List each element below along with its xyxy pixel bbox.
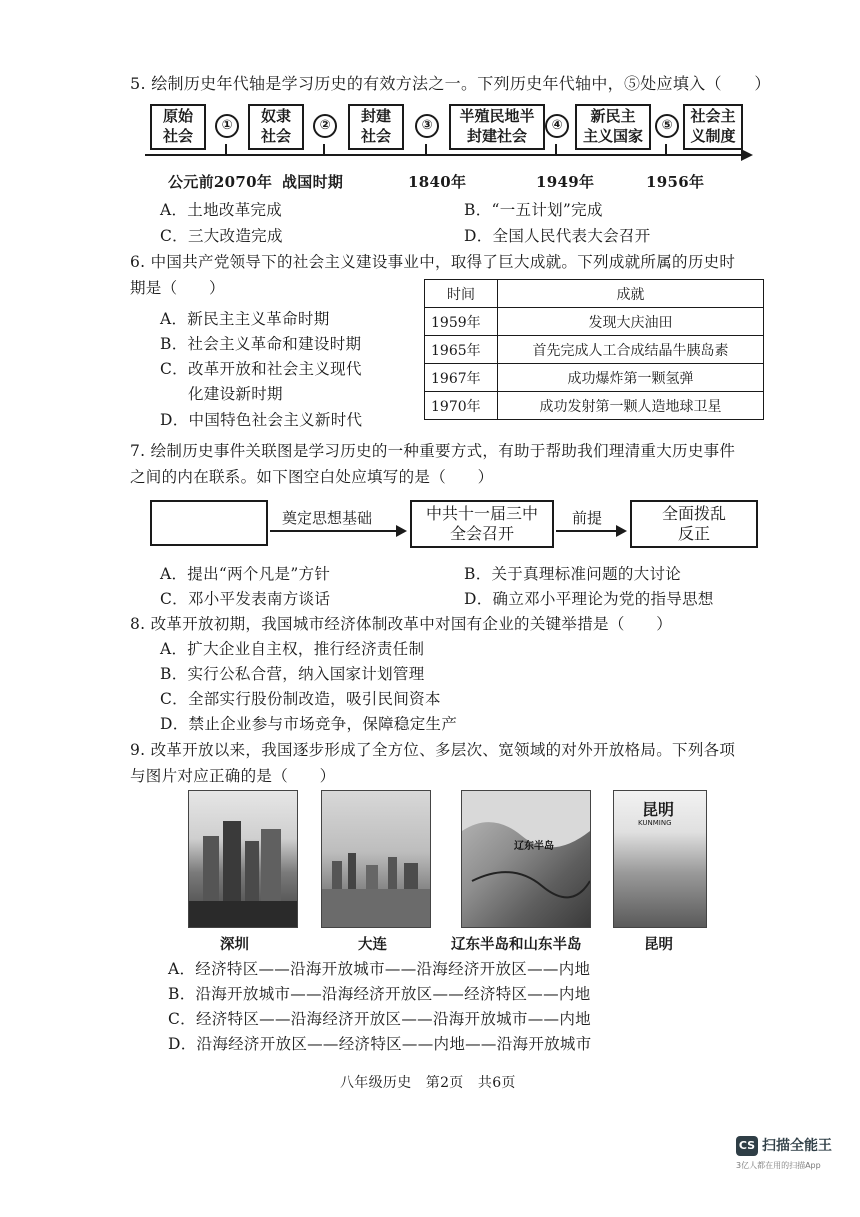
table-row (425, 336, 764, 364)
q7-stem: 之间的内在联系。如下图空白处应填写的是（ ） (130, 468, 494, 486)
stage-line: 封建 (360, 107, 391, 125)
table-header-row (425, 280, 764, 308)
stage-line: 主义国家 (582, 127, 643, 145)
flow-box-line: 中共十一届三中 (425, 504, 538, 523)
table-cell: 1970年 (425, 392, 498, 420)
stage-line: 社会 (162, 127, 193, 145)
kunming-subtitle: KUNMING (638, 819, 672, 827)
date-label: 战国时期 (282, 173, 344, 191)
flow-box-line: 全面拨乱 (661, 504, 726, 523)
tick-5 (665, 144, 667, 156)
table-row (425, 364, 764, 392)
q5-stem: 5. 绘制历史年代轴是学习历史的有效方法之一。下列历史年代轴中，⑤处应填入（ ） (130, 74, 771, 93)
table-cell: 发现大庆油田 (498, 308, 764, 336)
scanner-watermark (736, 1136, 846, 1176)
table-cell: 1959年 (425, 308, 498, 336)
q5-option-b: B．“一五计划”完成 (464, 201, 603, 219)
flow-correction-box (630, 500, 758, 548)
caption-peninsulas: 辽东半岛和山东半岛 (451, 936, 582, 953)
stage-feudal-society (348, 104, 404, 150)
table-cell: 首先完成人工合成结晶牛胰岛素 (498, 336, 764, 364)
arrow-right-icon (396, 525, 407, 537)
stage-line: 社会 (260, 127, 291, 145)
stage-primitive-society (150, 104, 206, 150)
q5-timeline (145, 104, 755, 164)
q9-option-b: B．沿海开放城市——沿海经济开放区——经济特区——内地 (168, 985, 591, 1003)
page-footer: 八年级历史 第2页 共6页 (340, 1075, 516, 1091)
stage-line: 原始 (162, 107, 193, 125)
date-label: 公元前2070年 (168, 173, 273, 191)
flow-box-line: 全会召开 (449, 524, 514, 543)
peninsula-map-label: 辽东半岛 (514, 841, 554, 852)
stage-socialism (683, 104, 743, 150)
q5-option-c: C．三大改造完成 (160, 227, 283, 245)
tick-3 (425, 144, 427, 156)
table-row (425, 392, 764, 420)
q6-option-d: D．中国特色社会主义新时代 (160, 411, 363, 429)
stage-new-democracy (575, 104, 651, 150)
flow-plenum-box (410, 500, 554, 548)
timeline-axis (145, 154, 745, 156)
q6-stem: 6. 中国共产党领导下的社会主义建设事业中，取得了巨大成就。下列成就所属的历史时 (130, 253, 736, 271)
stage-line: 社会主 (690, 107, 736, 125)
q6-option-b: B．社会主义革命和建设时期 (160, 335, 362, 353)
peninsulas-map (461, 790, 591, 928)
q7-option-d: D．确立邓小平理论为党的指导思想 (464, 590, 714, 608)
caption-dalian: 大连 (358, 936, 387, 953)
kunming-photo (613, 790, 707, 928)
q6-option-c: C．改革开放和社会主义现代 (160, 360, 362, 378)
q6-option-a: A．新民主主义革命时期 (160, 310, 330, 328)
kunming-title: 昆明 (642, 800, 675, 819)
caption-shenzhen: 深圳 (220, 936, 249, 953)
cs-logo-icon: CS (736, 1136, 758, 1156)
q9-option-c: C．经济特区——沿海经济开放区——沿海开放城市——内地 (168, 1010, 591, 1028)
q5-option-a: A．土地改革完成 (160, 201, 283, 219)
table-cell: 1967年 (425, 364, 498, 392)
stage-line: 义制度 (690, 127, 736, 145)
scanner-tagline: 3亿人都在用的扫描App (736, 1161, 821, 1170)
date-label: 1840年 (408, 173, 467, 191)
date-label: 1949年 (536, 173, 595, 191)
table-cell: 成功发射第一颗人造地球卫星 (498, 392, 764, 420)
table-header: 时间 (425, 280, 498, 308)
q6-achievements-table (424, 279, 764, 420)
table-row (425, 308, 764, 336)
stage-line: 半殖民地半 (459, 107, 535, 125)
q6-option-c-cont: 化建设新时期 (188, 385, 283, 403)
flow-arrow-2 (556, 530, 618, 532)
flow-label-1: 奠定思想基础 (282, 509, 373, 527)
q8-option-c: C．全部实行股份制改造，吸引民间资本 (160, 690, 441, 708)
marker-2: ② (313, 114, 337, 138)
tick-1 (225, 144, 227, 156)
table-cell: 1965年 (425, 336, 498, 364)
q7-stem: 7. 绘制历史事件关联图是学习历史的一种重要方式，有助于帮助我们理清重大历史事件 (130, 442, 736, 460)
stage-line: 封建社会 (466, 127, 527, 145)
scanner-app-name: 扫描全能王 (762, 1138, 832, 1154)
tick-4 (555, 144, 557, 156)
q8-option-b: B．实行公私合营，纳入国家计划管理 (160, 665, 425, 683)
date-label: 1956年 (646, 173, 705, 191)
flow-blank-box (150, 500, 268, 546)
marker-1: ① (215, 114, 239, 138)
q9-stem: 9. 改革开放以来，我国逐步形成了全方位、多层次、宽领域的对外开放格局。下列各项 (130, 741, 736, 759)
q8-option-d: D．禁止企业参与市场竞争，保障稳定生产 (160, 715, 458, 733)
q6-stem: 期是（ ） (130, 279, 225, 297)
q5-option-d: D．全国人民代表大会召开 (464, 227, 651, 245)
q8-option-a: A．扩大企业自主权，推行经济责任制 (160, 640, 425, 658)
marker-3: ③ (415, 114, 439, 138)
tick-2 (323, 144, 325, 156)
q9-stem: 与图片对应正确的是（ ） (130, 767, 336, 785)
stage-slave-society (248, 104, 304, 150)
caption-kunming: 昆明 (644, 936, 673, 953)
flow-label-2: 前提 (572, 509, 603, 527)
arrow-right-icon (616, 525, 627, 537)
table-header: 成就 (498, 280, 764, 308)
harbor-icon (322, 791, 430, 927)
table-cell: 成功爆炸第一颗氢弹 (498, 364, 764, 392)
q9-option-d: D．沿海经济开放区——经济特区——内地——沿海开放城市 (168, 1035, 592, 1053)
stage-semi-colonial (449, 104, 545, 150)
q9-option-a: A．经济特区——沿海开放城市——沿海经济开放区——内地 (168, 960, 591, 978)
q8-stem: 8. 改革开放初期，我国城市经济体制改革中对国有企业的关键举措是（ ） (130, 615, 673, 633)
q7-option-c: C．邓小平发表南方谈话 (160, 590, 331, 608)
marker-4: ④ (545, 114, 569, 138)
coastline-map-icon (462, 791, 590, 927)
marker-5: ⑤ (655, 114, 679, 138)
q7-option-a: A．提出“两个凡是”方针 (160, 565, 331, 583)
timeline-arrow-icon (741, 149, 753, 161)
stage-line: 奴隶 (260, 107, 291, 125)
stage-line: 新民主 (590, 107, 636, 125)
flow-arrow-1 (270, 530, 398, 532)
q7-option-b: B．关于真理标准问题的大讨论 (464, 565, 682, 583)
dalian-photo (321, 790, 431, 928)
flow-box-line: 反正 (677, 524, 710, 543)
city-skyline-icon (189, 791, 297, 927)
stage-line: 社会 (360, 127, 391, 145)
shenzhen-photo (188, 790, 298, 928)
